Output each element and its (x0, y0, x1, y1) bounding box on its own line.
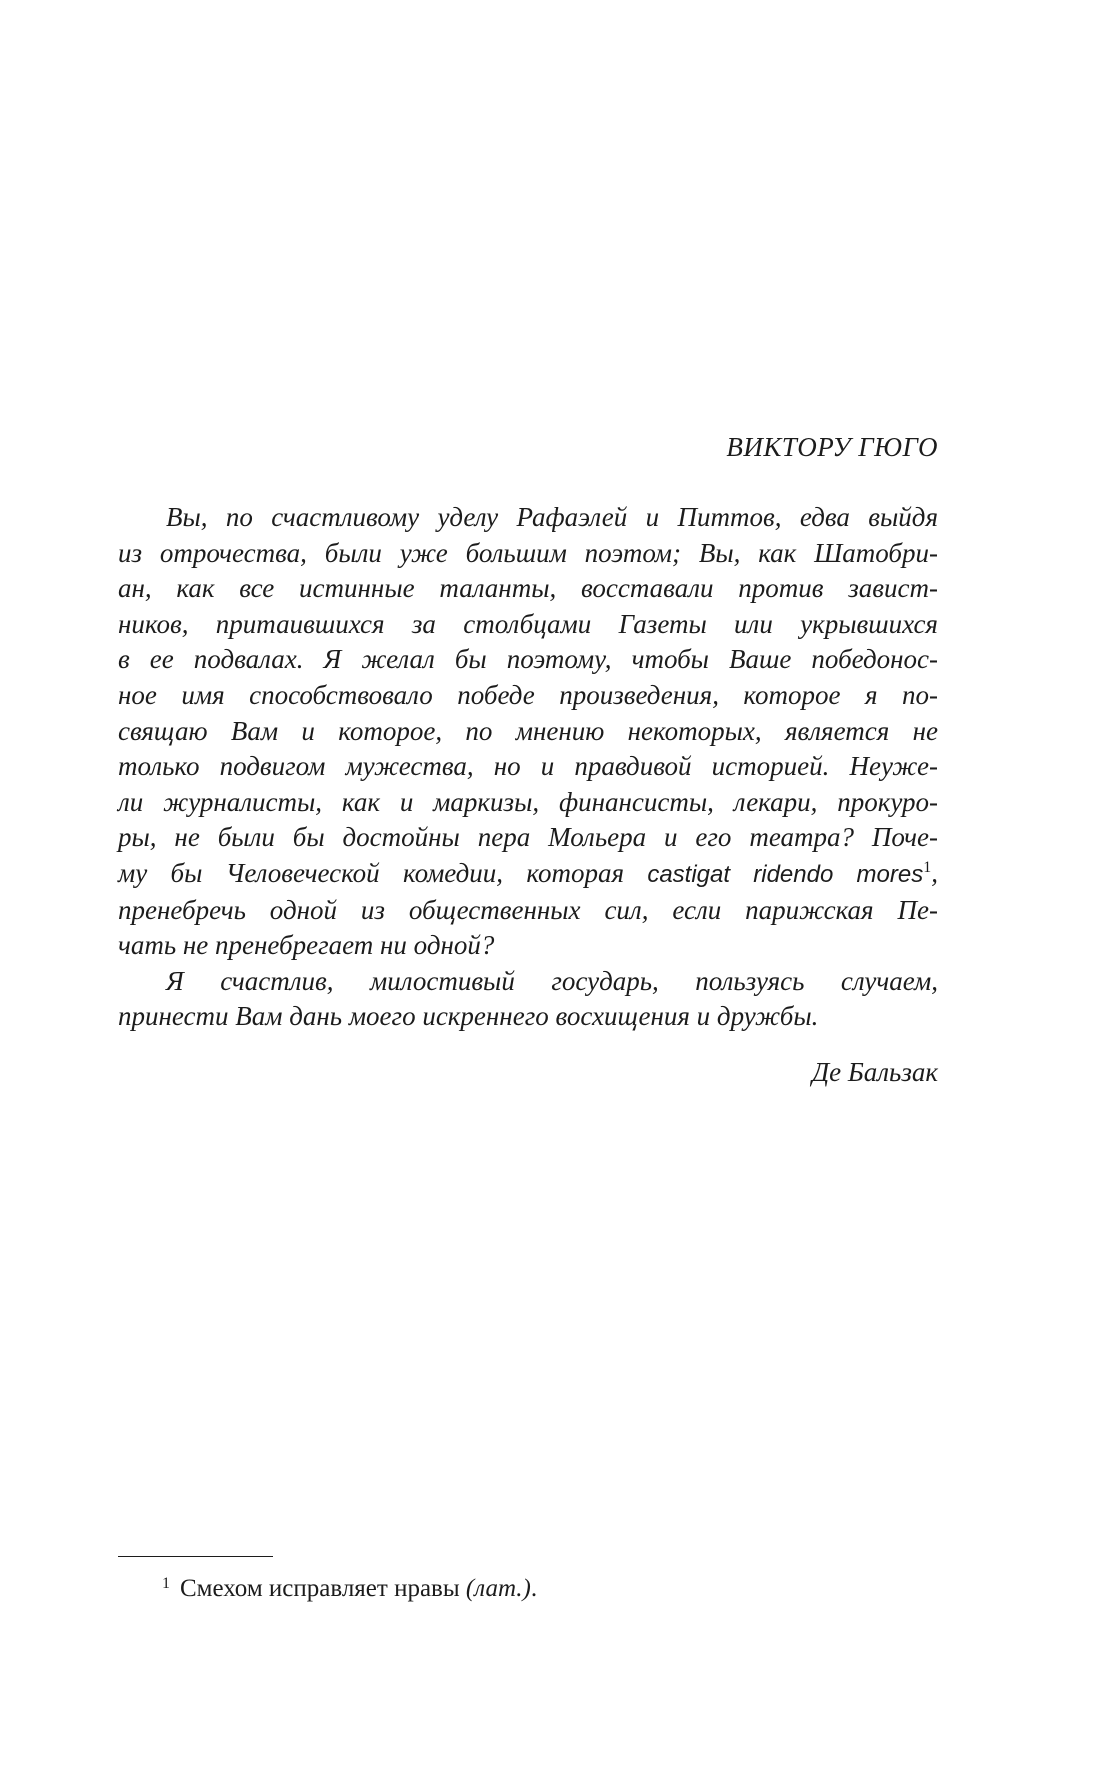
text-fragment: му бы Человеческой комедии, которая (118, 857, 648, 888)
text-line: из отрочества, были уже большим поэтом; Вы, как Шатобри- (118, 537, 938, 568)
text-line: в ее подвалах. Я желал бы поэтому, чтобы Ваше победонос- (118, 644, 938, 675)
text-fragment: , (931, 857, 938, 888)
dedication-title: ВИКТОРУ ГЮГО (726, 432, 938, 462)
latin-phrase: castigat ridendo mores (647, 860, 924, 888)
text-line: принести Вам дань моего искреннего восхищения и дружбы. (118, 1001, 819, 1032)
text-line-with-footnote (118, 856, 938, 893)
text-line: только подвигом мужества, но и правдивой историей. Неуже- (118, 751, 938, 782)
text-line: ное имя способствовало победе произведения, которое я по- (118, 679, 938, 710)
signature: Де Бальзак (811, 1057, 938, 1087)
paragraph-2 (118, 964, 938, 1035)
text-line: ли журналисты, как и маркизы, финансисты, лекари, прокуро- (118, 786, 938, 817)
footnote-reference[interactable]: 1 (923, 858, 932, 876)
text-line: ан, как все истинные таланты, восставали против завист- (118, 573, 938, 604)
text-line: свящаю Вам и которое, по мнению некоторых, является не (118, 715, 938, 746)
text-line: ры, не были бы достойны пера Мольера и его театра? Поче- (118, 822, 938, 853)
dedication-letter (118, 500, 938, 1035)
footnote-end: . (530, 1575, 538, 1602)
text-line: пренебречь одной из общественных сил, если парижская Пе- (118, 894, 938, 925)
text-line: Я счастлив, милостивый государь, пользуясь случаем, (166, 965, 938, 996)
text-line: Вы, по счастливому уделу Рафаэлей и Питтов, едва выйдя (166, 502, 938, 532)
footnote-text: Смехом исправляет нравы (180, 1575, 466, 1602)
footnote (162, 1568, 922, 1605)
footnote-language-note: (лат.) (465, 1575, 531, 1602)
text-line: ников, притаившихся за столбцами Газеты или укрывшихся (118, 608, 938, 639)
footnote-divider (118, 1556, 273, 1557)
paragraph-1 (118, 500, 938, 964)
footnote-marker: 1 (162, 1575, 170, 1592)
text-line: чать не пренебрегает ни одной? (118, 930, 495, 961)
